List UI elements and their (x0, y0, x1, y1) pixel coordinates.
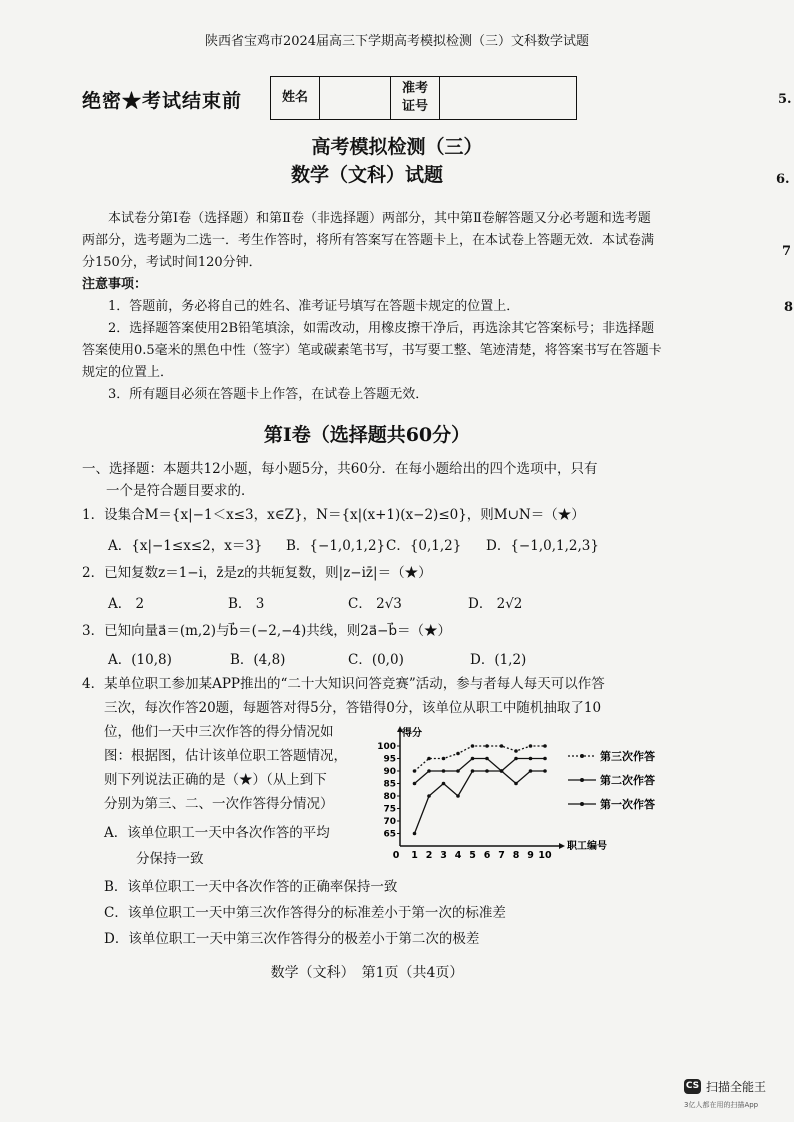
exam-id-field (440, 77, 577, 120)
y-tick-label: 95 (383, 754, 396, 765)
y-tick-label: 85 (383, 779, 396, 790)
note-item: 3．所有题目必须在答题卡上作答，在试卷上答题无效． (108, 387, 429, 402)
right-edge-marker: 8 (784, 300, 794, 315)
data-point (485, 744, 489, 748)
question-4-line: 图：根据图，估计该单位职工答题情况， (104, 748, 347, 764)
x-tick-label: 8 (512, 850, 520, 861)
legend-label: 第二次作答 (600, 774, 655, 787)
note-item: 2．选择题答案使用2B铅笔填涂，如需改动，用橡皮擦干净后，再选涂其它答案标号；非选择题答案使用0.5毫米的黑色中性（签字）笔或碳素笔书写，书写要工整、笔迹清楚，将答案书写在答题卡规定的位置上． (82, 321, 662, 380)
question-1-options (108, 534, 599, 554)
data-point (529, 769, 533, 773)
data-point (427, 769, 431, 773)
data-point (514, 782, 518, 786)
x-tick-label: 1 (411, 850, 418, 861)
data-point (543, 769, 547, 773)
question-4-line: 分别为第三、二、一次作答得分情况） (104, 796, 334, 812)
scanner-logo-icon: CS (684, 1079, 701, 1094)
question-2-options (108, 592, 522, 612)
page-footer: 数学（文科） 第1页（共4页） (270, 965, 464, 981)
scanner-tagline: 3亿人都在用的扫描App (684, 1101, 759, 1109)
data-point (500, 744, 504, 748)
option-a: A． 2 (108, 596, 145, 612)
section-heading: 一、选择题：本题共12小题，每小题5分，共60分．在每小题给出的四个选项中，只有 (82, 461, 598, 477)
name-field (320, 77, 391, 120)
right-edge-marker: 5. (778, 92, 792, 107)
question-4-line: 4．某单位职工参加某APP推出的“二十大知识问答竞赛”活动，参与者每人每天可以作答 (82, 676, 605, 692)
data-point (442, 757, 446, 761)
option-b: B． 3 (228, 596, 265, 612)
option-a: A．(10,8) (108, 652, 172, 668)
data-point (485, 769, 489, 773)
data-point (456, 794, 460, 798)
data-point (514, 749, 518, 753)
exam-title: 高考模拟检测（三） (311, 136, 483, 158)
question-3-options (108, 648, 526, 668)
option-b: B．(4,8) (230, 652, 286, 668)
legend-marker (580, 802, 584, 806)
data-point (529, 744, 533, 748)
question-4-option-a-cont: 分保持一致 (136, 851, 204, 867)
question-4-line: 位，他们一天中三次作答的得分情况如 (104, 724, 334, 740)
question-4-line: 则下列说法正确的是（★）（从上到下 (104, 772, 327, 788)
option-c: C． 2√3 (348, 596, 402, 612)
x-tick-label: 9 (527, 850, 534, 861)
y-tick-label: 75 (383, 804, 396, 815)
x-tick-label: 10 (538, 850, 552, 861)
data-point (456, 769, 460, 773)
option-a: A．{x|−1≤x≤2，x＝3} (108, 538, 263, 554)
option-d: D．{−1,0,1,2,3} (486, 538, 599, 554)
x-tick-label: 6 (483, 850, 491, 861)
legend-marker (580, 778, 584, 782)
option-c: C．(0,0) (348, 652, 404, 668)
notes-title: 注意事项： (82, 277, 148, 292)
x-axis-arrow (559, 843, 565, 849)
data-point (529, 757, 533, 761)
note-item: 1．答题前，务必将自己的姓名、准考证号填写在答题卡规定的位置上． (108, 299, 520, 314)
data-point (442, 769, 446, 773)
right-edge-marker: 6. (776, 172, 790, 187)
data-point (514, 757, 518, 761)
section-heading-cont: 一个是符合题目要求的． (106, 483, 255, 499)
legend-marker (580, 754, 584, 758)
candidate-info-table (270, 76, 577, 120)
data-point (427, 794, 431, 798)
scanner-app-name: 扫描全能王 (706, 1080, 767, 1094)
question-4-option-a: A．该单位职工一天中各次作答的平均 (104, 825, 330, 841)
y-tick-label: 90 (383, 767, 396, 777)
x-tick-label: 7 (498, 850, 505, 861)
question-3-stem: 3．已知向量a⃗＝(m,2)与b⃗＝(−2,−4)共线，则2a⃗−b⃗＝（★） (82, 623, 452, 639)
question-4-option-d: D．该单位职工一天中第三次作答得分的极差小于第二次的极差 (104, 931, 480, 947)
data-point (543, 744, 547, 748)
question-4-option-c: C．该单位职工一天中第三次作答得分的标准差小于第一次的标准差 (104, 905, 506, 921)
y-tick-label: 65 (383, 829, 396, 840)
exam-subtitle: 数学（文科）试题 (290, 164, 443, 186)
data-point (413, 782, 417, 786)
data-point (500, 769, 504, 773)
x-axis-title: 职工编号 (567, 841, 607, 852)
score-line-chart (360, 718, 690, 863)
x-tick-label: 4 (454, 850, 462, 861)
volume-title: 第Ⅰ卷（选择题共60分） (263, 424, 471, 446)
document-source-title: 陕西省宝鸡市2024届高三下学期高考模拟检测（三）文科数学试题 (204, 34, 590, 49)
data-point (442, 782, 446, 786)
exam-intro: 本试卷分第Ⅰ卷（选择题）和第Ⅱ卷（非选择题）两部分，其中第Ⅱ卷解答题又分必考题和选考题两部分，选考题为二选一．考生作答时，将所有答案写在答题卡上，在本试卷上答题无效．本试卷满分150分，考试时间120分钟． (82, 211, 655, 270)
confidential-label: 绝密★考试结束前 (82, 90, 243, 112)
x-tick-label: 3 (440, 850, 447, 861)
legend-label: 第一次作答 (600, 798, 655, 811)
data-point (471, 744, 475, 748)
data-point (427, 757, 431, 761)
right-edge-marker: 7 (782, 244, 792, 259)
x-tick-label: 5 (469, 850, 476, 861)
series-line (415, 771, 546, 834)
data-point (413, 832, 417, 836)
data-point (471, 769, 475, 773)
exam-id-label: 准考 证号 (391, 77, 440, 120)
option-d: D．(1,2) (470, 652, 527, 668)
x-tick-label: 2 (425, 850, 433, 861)
legend-label: 第三次作答 (600, 750, 655, 763)
y-axis-title: 得分 (402, 728, 422, 739)
data-point (543, 757, 547, 761)
x-tick-label: 0 (392, 850, 400, 861)
option-b: B．{−1,0,1,2} (286, 538, 386, 554)
data-point (485, 757, 489, 761)
question-2-stem: 2．已知复数z＝1−i，z̄是z的共轭复数，则|z−iz̄|＝（★） (82, 565, 432, 581)
question-4-option-b: B．该单位职工一天中各次作答的正确率保持一致 (104, 879, 398, 895)
y-tick-label: 80 (383, 792, 396, 802)
option-d: D． 2√2 (468, 596, 523, 612)
y-tick-label: 70 (383, 817, 396, 827)
data-point (471, 757, 475, 761)
name-label: 姓名 (271, 77, 320, 120)
question-1-stem: 1．设集合M＝{x|−1＜x≤3，x∈Z}，N＝{x|(x+1)(x−2)≤0}，则M∪N＝（★） (82, 507, 585, 523)
question-4-line: 三次，每次作答20题，每题答对得5分，答错得0分，该单位从职工中随机抽取了10 (104, 700, 602, 716)
option-c: C．{0,1,2} (386, 538, 462, 554)
data-point (413, 769, 417, 773)
y-tick-label: 100 (377, 742, 396, 752)
data-point (456, 752, 460, 756)
